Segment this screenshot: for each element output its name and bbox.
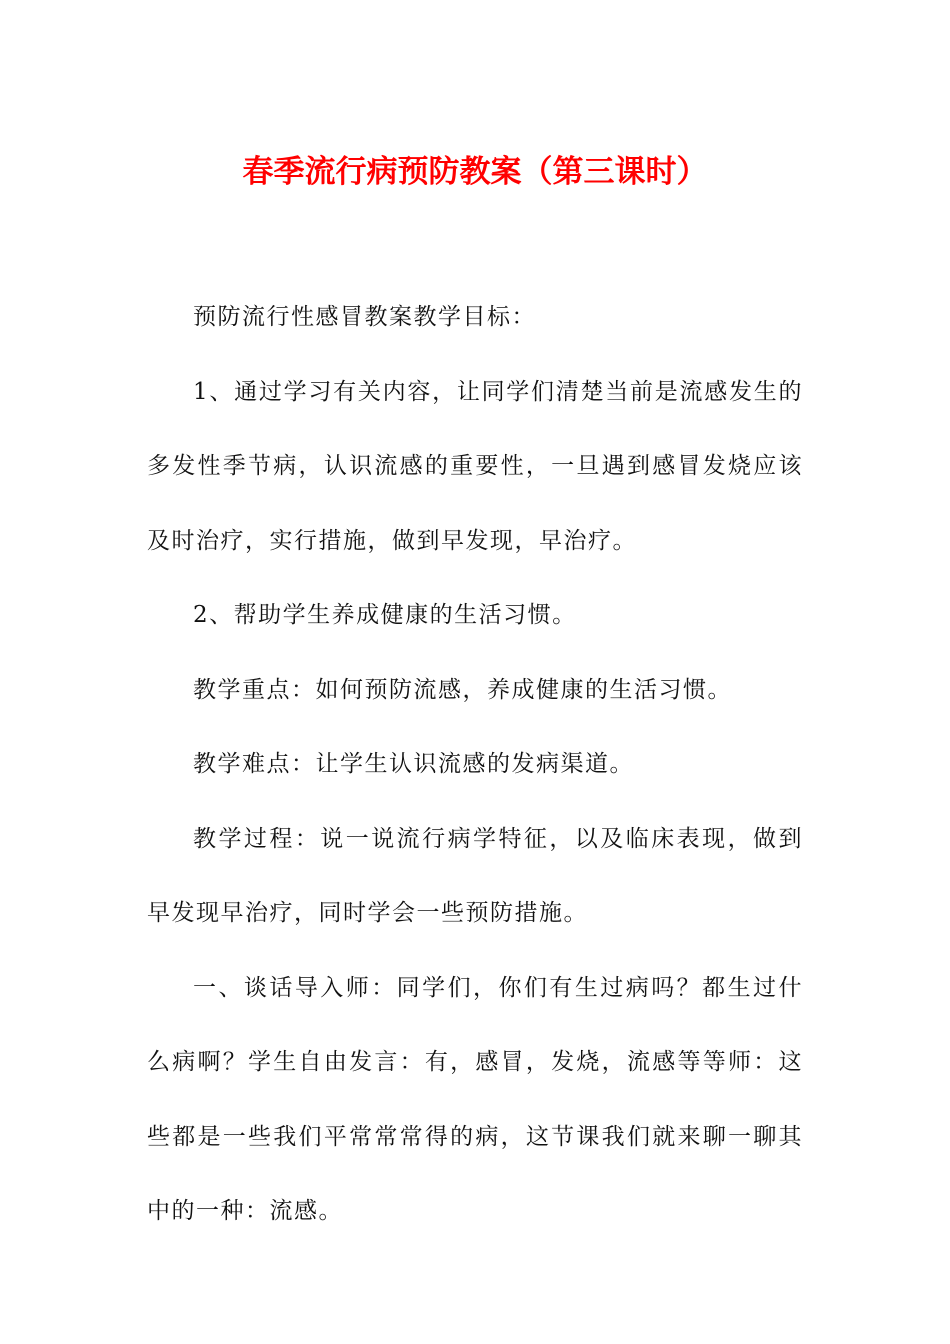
paragraph-process: 教学过程：说一说流行病学特征，以及临床表现，做到早发现早治疗，同时学会一些预防措施。 <box>147 825 803 926</box>
paragraph-objective-1: 1、通过学习有关内容，让同学们清楚当前是流感发生的多发性季节病，认识流感的重要性，一旦遇到感冒发烧应该及时治疗，实行措施，做到早发现，早治疗。 <box>147 378 803 554</box>
paragraph-introduction: 一、谈话导入师：同学们，你们有生过病吗？都生过什么病啊？学生自由发言：有，感冒，发烧，流感等等师：这些都是一些我们平常常常得的病，这节课我们就来聊一聊其中的一种：流感。 <box>147 974 803 1224</box>
document-title: 春季流行病预防教案（第三课时） <box>242 154 708 190</box>
paragraph-difficulties: 教学难点：让学生认识流感的发病渠道。 <box>193 751 634 777</box>
paragraph-key-points: 教学重点：如何预防流感，养成健康的生活习惯。 <box>193 676 732 703</box>
document-body <box>147 280 803 1249</box>
paragraph-objectives-heading: 预防流行性感冒教案教学目标： <box>193 304 536 330</box>
paragraph-objective-2: 2、帮助学生养成健康的生活习惯。 <box>193 602 577 628</box>
